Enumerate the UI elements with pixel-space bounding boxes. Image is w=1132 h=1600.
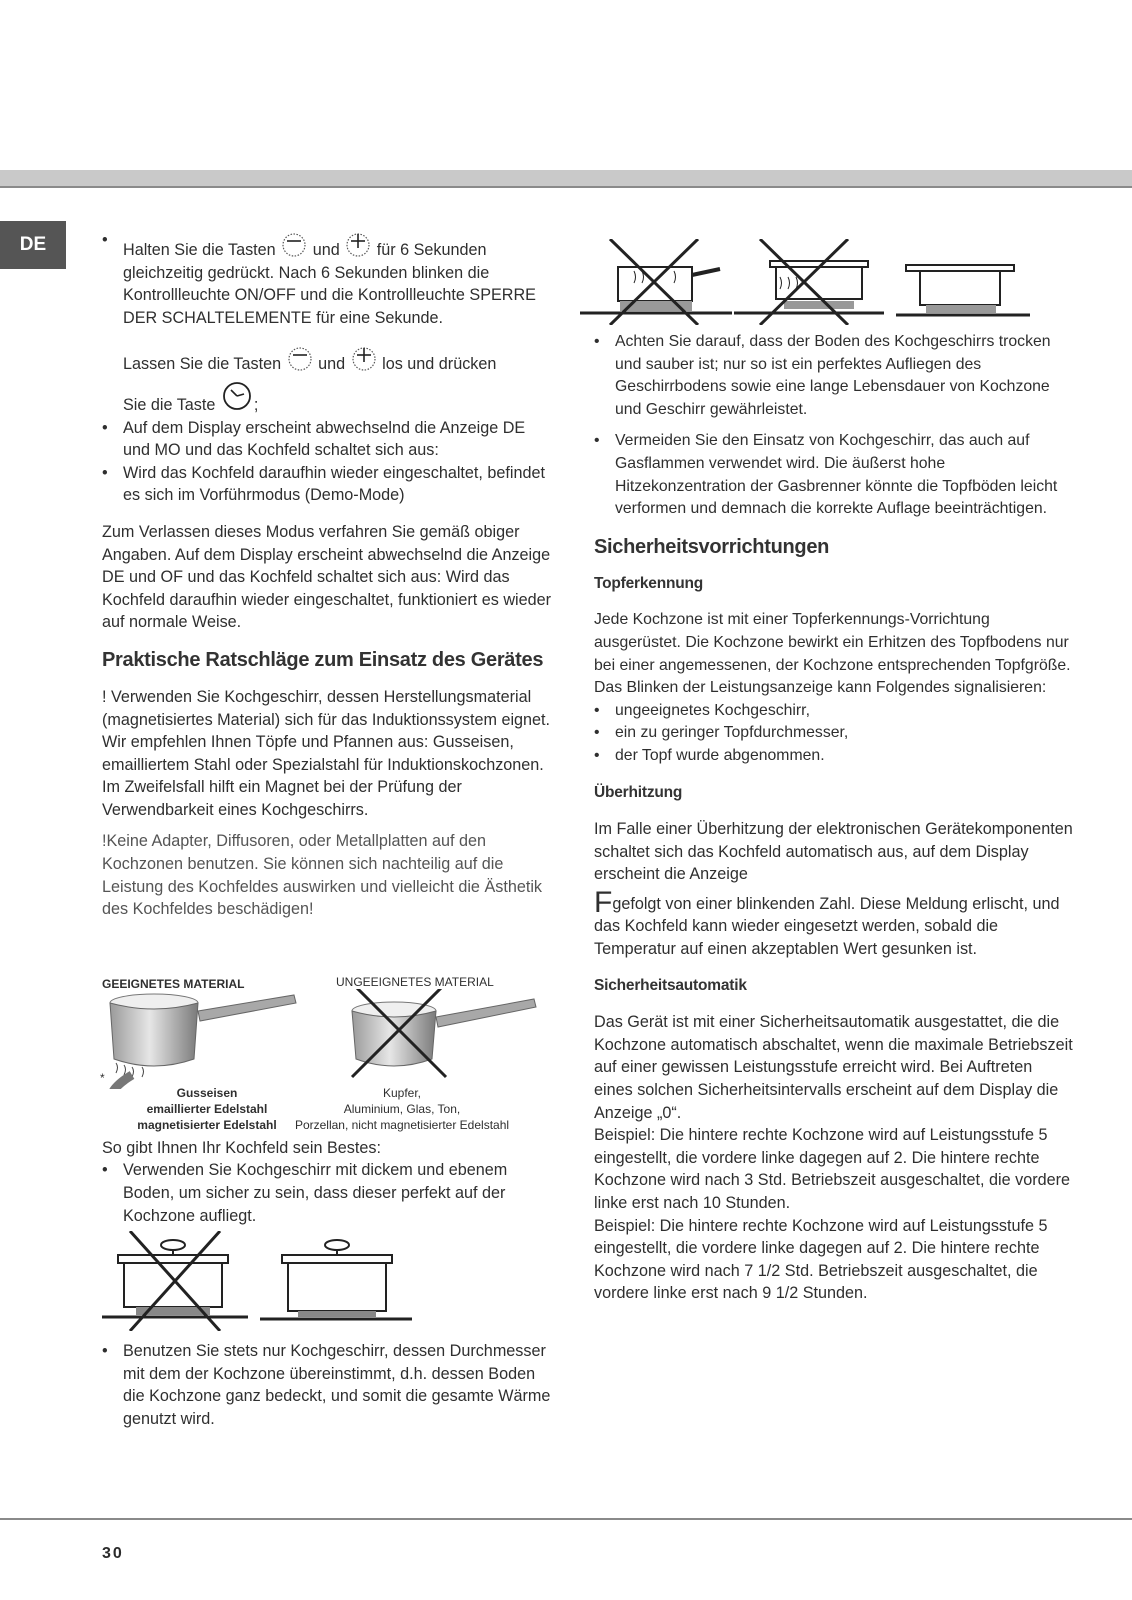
bullet-hold-keys	[102, 229, 554, 417]
material-figure	[102, 961, 554, 1137]
bullet-dry-base: • Achten Sie darauf, dass der Boden des Kochgeschirrs trocken und sauber ist; nur so ist ein perfektes Aufliegen des Geschirrbodens sowie eine lange Lebensdauer von Kochzone und Geschirr gewährleistet.	[594, 331, 1074, 421]
suitable-title: GEEIGNETES MATERIAL	[102, 976, 245, 991]
text: und	[318, 355, 346, 374]
text: los und drücken	[382, 355, 497, 374]
footer-divider	[0, 1518, 1132, 1520]
section-heading: Praktische Ratschläge zum Einsatz des Gerätes	[102, 648, 544, 671]
unsuitable-caption	[286, 1085, 518, 1133]
list-item: • der Topf wurde abgenommen.	[594, 745, 1074, 768]
text: ;	[253, 395, 259, 414]
subheading-safety-auto: Sicherheitsautomatik	[594, 976, 747, 994]
bullet-display-de-mo: • Auf dem Display erscheint abwechselnd die Anzeige DE und MO und das Kochfeld schaltet sich aus:	[102, 417, 554, 462]
paragraph-best-use: So gibt Ihnen Ihr Kochfeld sein Bestes:	[102, 1138, 381, 1157]
pot-flatness-illustration	[102, 1231, 554, 1331]
list-item: • ein zu geringer Topfdurchmesser,	[594, 722, 1074, 745]
bullet-matching-diameter: • Benutzen Sie stets nur Kochgeschirr, dessen Durchmesser mit dem der Kochzone übereinstimmt, d.h. dessen Boden die Kochzone ganz bedeckt, und somit die gesamte Wärme genutzt wird.	[102, 1340, 554, 1430]
text: Sie die Taste	[123, 395, 216, 414]
paragraph-exit-mode: Zum Verlassen dieses Modus verfahren Sie gemäß obiger Angaben. Auf dem Display erscheint abwechselnd die Anzeige DE und OF und das Kochfeld schaltet sich aus: Wird das Kochfeld daraufhin wieder eingeschaltet, funktioniert es wieder auf normale Weise.	[102, 522, 552, 632]
paragraph-warning: !Keine Adapter, Diffusoren, oder Metallplatten auf den Kochzonen benutzen. Sie können sich nachteilig auf die Leistung des Kochfeldes auswirken und vielleicht die Ästhetik des Kochfeldes beschädigen!	[102, 832, 543, 919]
minus-key-icon	[286, 343, 314, 373]
paragraph-overheating: Im Falle einer Überhitzung der elektronischen Gerätekomponenten schaltet sich das Kochfeld automatisch aus, auf dem Display erscheint die Anzeige	[594, 820, 1073, 884]
subheading-overheating: Überhitzung	[594, 783, 683, 801]
subheading-pot-detection: Topferkennung	[594, 574, 704, 592]
text: für 6 Sekunden gleichzeitig gedrückt. Nach 6 Sekunden blinken die Kontrollleuchte ON/OFF und die Kontrollleuchte SPERRE DER SCHALTELEMENTE für eine Sekunde.	[123, 241, 536, 327]
header-band	[0, 170, 1132, 188]
pans-illustration	[102, 989, 552, 1089]
footnote-star: *	[100, 1070, 105, 1085]
caption-line: Aluminium, Glas, Ton,	[343, 1101, 461, 1116]
bullet-no-gas-cookware: • Vermeiden Sie den Einsatz von Kochgeschirr, das auch auf Gasflammen verwendet wird. Die äußerst hohe Hitzekonzentration der Gasbrenner könnte die Topfböden leicht verformen und demnach die korrekte Auflage beeinträchtigen.	[594, 430, 1074, 520]
paragraph-cookware: ! Verwenden Sie Kochgeschirr, dessen Herstellungsmaterial (magnetisiertes Material) sich für das Induktionssystem eignet. Wir empfehlen Ihnen Töpfe und Pfannen aus: Gusseisen, emailliertem Stahl oder Spezialstahl für Induktionskochzonen. Im Zweifelsfall hilft ein Magnet bei der Prüfung der Verwendbarkeit eines Kochgeschirrs.	[102, 687, 551, 819]
left-column	[102, 229, 554, 1431]
minus-key-icon	[280, 229, 308, 259]
page-number: 30	[102, 1545, 124, 1562]
display-f-symbol: F	[594, 885, 613, 919]
caption-line: Kupfer,	[382, 1085, 422, 1100]
timer-key-icon	[220, 382, 254, 414]
pot-base-illustration	[580, 239, 1040, 325]
section-heading-safety: Sicherheitsvorrichtungen	[594, 535, 830, 558]
paragraph-example-2: Beispiel: Die hintere rechte Kochzone wird auf Leistungsstufe 5 eingestellt, die vordere linke dagegen auf 2. Die hintere rechte Kochzone wird nach 7 1/2 Std. Betriebszeit ausgeschaltet, die vordere linke erst nach 9 1/2 Stunden.	[594, 1216, 1048, 1303]
right-column	[594, 229, 1074, 1305]
paragraph-overheating-2	[594, 885, 1074, 961]
text: und	[312, 241, 340, 259]
unsuitable-title: UNGEEIGNETES MATERIAL	[336, 974, 494, 989]
paragraph-example-1: Beispiel: Die hintere rechte Kochzone wird auf Leistungsstufe 5 eingestellt, die vordere linke dagegen auf 2. Die hintere rechte Kochzone wird nach 3 Std. Betriebszeit ausgeschaltet, die vordere linke erst nach 10 Stunden.	[594, 1126, 1071, 1212]
text: Lassen Sie die Tasten	[123, 355, 282, 374]
text: Halten Sie die Tasten	[123, 241, 276, 259]
paragraph-safety-auto: Das Gerät ist mit einer Sicherheitsautomatik ausgestattet, die die Kochzone automatisch abschaltet, wenn die maximale Betriebszeit auf einer gewissen Leistungsstufe erreicht wird. Bei Auftreten eines solchen Sicherheitsintervalls erscheint auf dem Display die Anzeige „0“.	[594, 1013, 1073, 1122]
plus-key-icon	[350, 343, 378, 373]
text: gefolgt von einer blinkenden Zahl. Diese Meldung erlischt, und das Kochfeld kann wieder eingesetzt werden, sobald die Temperatur auf einen akzeptablen Wert gesunken ist.	[594, 894, 1060, 959]
caption-line: Gusseisen	[176, 1085, 238, 1100]
bullet-demo-mode: • Wird das Kochfeld daraufhin wieder eingeschaltet, befindet es sich im Vorführmodus (Demo-Mode)	[102, 462, 554, 507]
bullet-thick-base: • Verwenden Sie Kochgeschirr mit dickem und ebenem Boden, um sicher zu sein, dass dieser perfekt auf der Kochzone aufliegt.	[102, 1159, 554, 1227]
suitable-caption	[132, 1085, 282, 1133]
caption-line: Porzellan, nicht magnetisierter Edelstahl	[294, 1117, 510, 1132]
caption-line: emaillierter Edelstahl	[146, 1101, 268, 1116]
list-item: • ungeeignetes Kochgeschirr,	[594, 700, 1074, 723]
language-tab: DE	[0, 221, 66, 269]
paragraph-pot-detection: Jede Kochzone ist mit einer Topferkennungs-Vorrichtung ausgerüstet. Die Kochzone bewirkt ein Erhitzen des Topfbodens nur bei einer angemessenen, der Kochzone entsprechenden Topfgröße. Das Blinken der Leistungsanzeige kann Folgendes signalisieren:	[594, 611, 1071, 697]
plus-key-icon	[344, 229, 372, 259]
caption-line: magnetisierter Edelstahl	[137, 1117, 277, 1132]
